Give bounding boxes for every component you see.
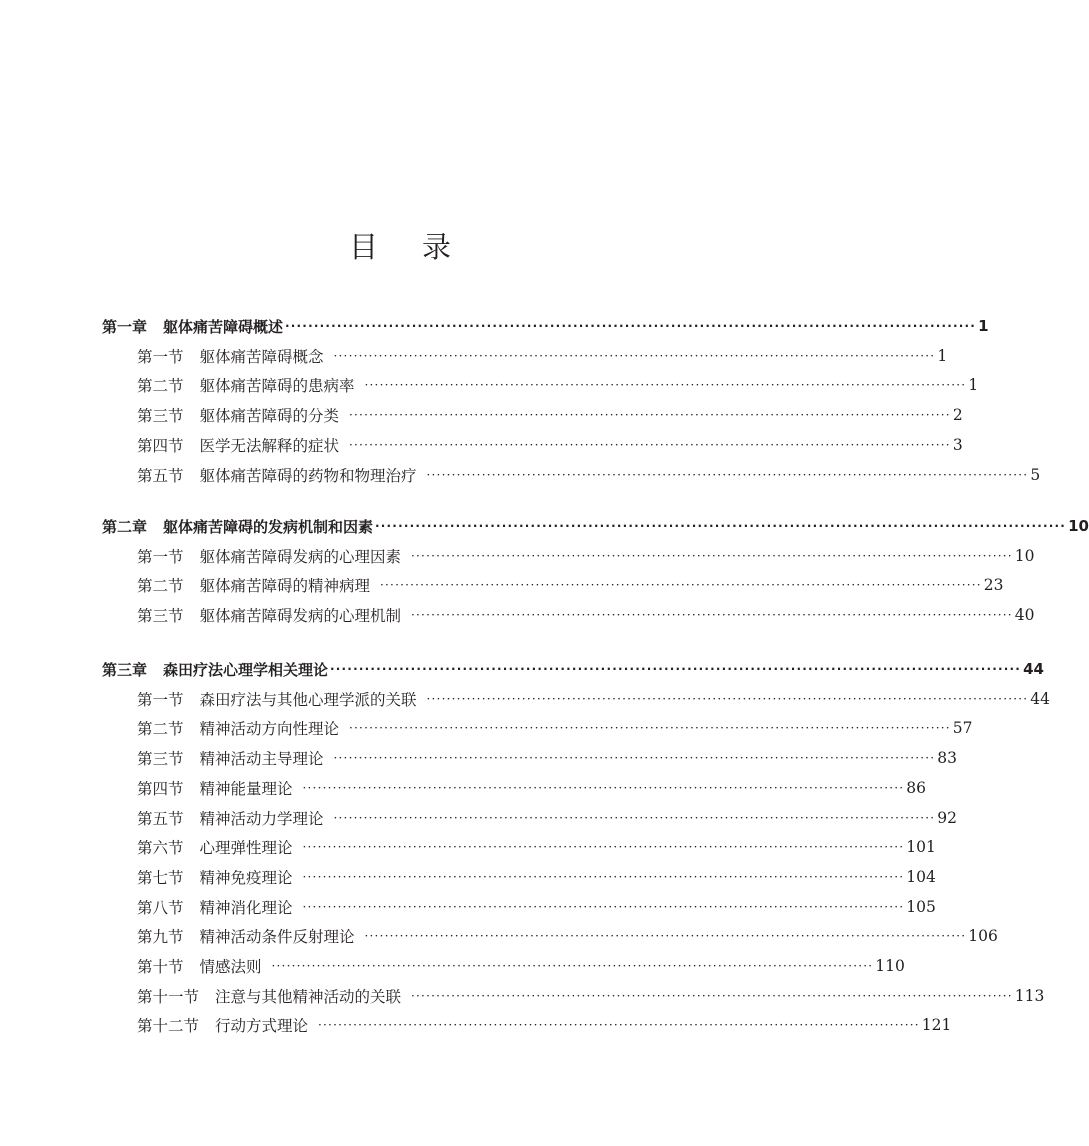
toc-chapter-row[interactable]: [102, 514, 1089, 538]
toc-section-page-number: 57: [952, 719, 973, 738]
title-char-2: 录: [422, 230, 452, 265]
toc-section-page-number: 121: [921, 1016, 952, 1035]
toc-section-title: 精神活动主导理论: [199, 750, 324, 769]
toc-section-title: 情感法则: [199, 958, 262, 976]
dot-leader: ························································································································: [411, 988, 1013, 1003]
toc-section-page-number: 44: [1030, 689, 1050, 708]
dot-leader: ························································································································: [349, 437, 951, 452]
toc-section-title: 医学无法解释的症状: [199, 436, 340, 455]
toc-section-row[interactable]: [137, 924, 998, 948]
toc-section-page-number: 3: [952, 435, 963, 454]
toc-section-title: 精神活动条件反射理论: [199, 928, 355, 947]
toc-section-number: 第三节: [137, 750, 184, 769]
toc-section-page-number: 104: [906, 867, 936, 886]
dot-leader: ························································································································: [285, 319, 977, 333]
dot-leader: ························································································································: [302, 899, 905, 914]
toc-section-title: 森田疗法与其他心理学派的关联: [199, 690, 417, 709]
toc-section-number: 第三节: [137, 607, 184, 626]
toc-section-title: 精神活动力学理论: [199, 809, 324, 828]
dot-leader: ························································································································: [380, 578, 982, 593]
dot-leader: ························································································································: [330, 662, 1022, 676]
toc-section-row[interactable]: [137, 806, 957, 830]
toc-section-title: 躯体痛苦障碍的药物和物理治疗: [199, 466, 417, 485]
page-title: [0, 225, 800, 266]
toc-section-page-number: 110: [875, 957, 905, 975]
title-char-1: 目: [348, 230, 378, 265]
toc-section-number: 第二节: [137, 577, 184, 596]
dot-leader: ························································································································: [318, 1018, 920, 1033]
dot-leader: ························································································································: [375, 519, 1067, 533]
toc-section-row[interactable]: [137, 373, 979, 397]
toc-section-number: 第二节: [137, 720, 184, 739]
toc-chapter-page-number: 44: [1023, 660, 1044, 678]
dot-leader: ························································································································: [302, 780, 905, 795]
toc-section-number: 第一节: [137, 690, 184, 709]
toc-section-page-number: 2: [952, 406, 963, 425]
toc-section-number: 第四节: [137, 436, 184, 455]
toc-section-title: 心理弹性理论: [199, 839, 293, 858]
toc-section-page-number: 5: [1030, 465, 1041, 484]
toc-section-number: 第二节: [137, 377, 184, 396]
dot-leader: ························································································································: [333, 810, 936, 825]
toc-section-row[interactable]: [137, 776, 926, 800]
toc-section-row[interactable]: [137, 603, 1035, 627]
toc-section-row[interactable]: [137, 403, 963, 427]
toc-section-title: 行动方式理论: [215, 1017, 309, 1036]
toc-chapter-number: 第一章: [102, 317, 148, 336]
toc-section-page-number: 106: [968, 927, 998, 946]
toc-section-page-number: 92: [937, 808, 957, 827]
toc-section-page-number: 1: [968, 376, 979, 395]
toc-chapter-number: 第二章: [102, 517, 148, 536]
dot-leader: ························································································································: [411, 608, 1013, 623]
toc-section-row[interactable]: [137, 865, 936, 889]
dot-leader: ························································································································: [333, 751, 936, 766]
dot-leader: ························································································································: [364, 378, 967, 393]
toc-section-row[interactable]: [137, 716, 973, 740]
dot-leader: ························································································································: [271, 959, 874, 973]
toc-section-number: 第十节: [137, 958, 184, 976]
toc-section-title: 躯体痛苦障碍的患病率: [199, 377, 355, 396]
toc-section-number: 第十一节: [137, 987, 200, 1006]
toc-section-row[interactable]: [137, 433, 963, 457]
toc-section-title: 精神能量理论: [199, 779, 293, 798]
dot-leader: ························································································································: [411, 548, 1013, 563]
toc-section-title: 躯体痛苦障碍概念: [199, 347, 324, 366]
toc-section-page-number: 113: [1014, 986, 1045, 1005]
toc-section-number: 第七节: [137, 868, 184, 887]
toc-section-page-number: 1: [937, 346, 948, 365]
toc-section-number: 第九节: [137, 928, 184, 947]
toc-section-number: 第一节: [137, 547, 184, 566]
dot-leader: ························································································································: [302, 869, 905, 884]
dot-leader: ························································································································: [364, 929, 967, 944]
toc-section-number: 第六节: [137, 839, 184, 858]
toc-section-title: 躯体痛苦障碍发病的心理因素: [199, 547, 402, 566]
toc-section-number: 第一节: [137, 347, 184, 366]
toc-section-title: 精神活动方向性理论: [199, 720, 340, 739]
dot-leader: ························································································································: [333, 348, 936, 363]
toc-section-page-number: 23: [983, 576, 1004, 595]
dot-leader: ························································································································: [426, 467, 1029, 482]
toc-chapter-title: 森田疗法心理学相关理论: [163, 660, 329, 679]
toc-section-row[interactable]: [137, 344, 948, 368]
toc-section-number: 第八节: [137, 898, 184, 917]
toc-section-row[interactable]: [137, 463, 1041, 487]
toc-section-number: 第四节: [137, 779, 184, 798]
toc-section-page-number: 105: [906, 897, 936, 916]
toc-chapter-number: 第三章: [102, 660, 148, 679]
toc-section-page-number: 86: [906, 778, 926, 797]
toc-section-page-number: 40: [1014, 606, 1035, 625]
toc-section-title: 精神消化理论: [199, 898, 293, 917]
toc-section-row[interactable]: [137, 687, 1050, 711]
toc-section-title: 躯体痛苦障碍的分类: [199, 407, 340, 426]
toc-section-title: 躯体痛苦障碍的精神病理: [199, 577, 371, 596]
toc-section-page-number: 83: [937, 749, 957, 768]
toc-chapter-title: 躯体痛苦障碍概述: [163, 317, 284, 336]
dot-leader: ························································································································: [426, 691, 1029, 706]
toc-section-title: 精神免疫理论: [199, 868, 293, 887]
toc-section-title: 躯体痛苦障碍发病的心理机制: [199, 607, 402, 626]
toc-chapter-page-number: 10: [1068, 517, 1089, 535]
toc-section-row[interactable]: [137, 1013, 952, 1037]
dot-leader: ························································································································: [302, 840, 905, 855]
toc-section-page-number: 101: [906, 838, 936, 857]
toc-section-row[interactable]: [137, 746, 957, 770]
toc-chapter-row[interactable]: [102, 657, 1044, 681]
toc-section-number: 第三节: [137, 407, 184, 426]
toc-chapter-title: 躯体痛苦障碍的发病机制和因素: [163, 517, 374, 536]
toc-section-number: 第十二节: [137, 1017, 200, 1036]
toc-chapter-page-number: 1: [978, 317, 989, 335]
toc-section-row[interactable]: [137, 895, 936, 919]
toc-section-number: 第五节: [137, 809, 184, 828]
toc-chapter-row[interactable]: [102, 314, 989, 338]
toc-section-row[interactable]: [137, 573, 1004, 597]
toc-section-row[interactable]: [137, 544, 1035, 568]
toc-section-row[interactable]: [137, 835, 936, 859]
toc-section-row[interactable]: [137, 984, 1045, 1008]
toc-section-page-number: 10: [1014, 546, 1035, 565]
dot-leader: ························································································································: [349, 408, 951, 423]
toc-section-row[interactable]: [137, 954, 905, 978]
dot-leader: ························································································································: [349, 721, 951, 736]
toc-section-title: 注意与其他精神活动的关联: [215, 987, 402, 1006]
toc-section-number: 第五节: [137, 466, 184, 485]
